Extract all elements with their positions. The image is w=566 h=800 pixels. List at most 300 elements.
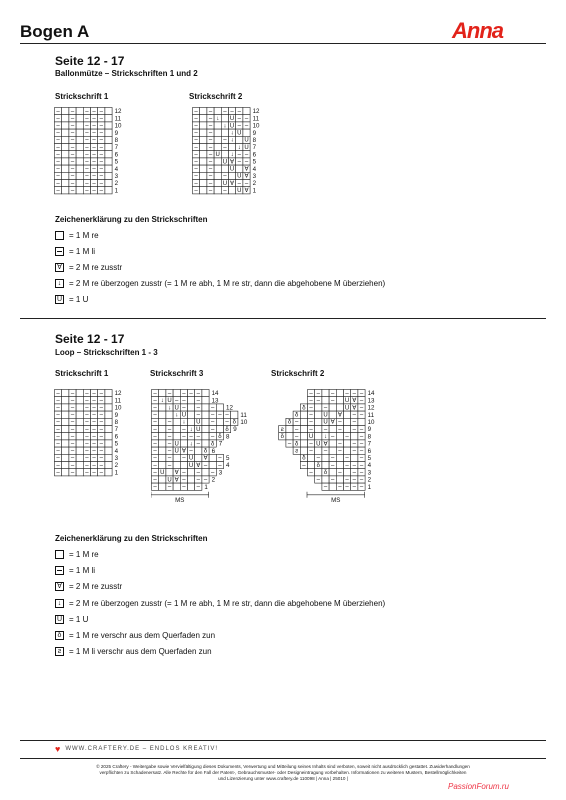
section1-legend-title: Zeichenerklärung zu den Strickschriften [55,215,208,224]
m1-symbol-icon: δ [55,631,64,640]
chart-cell [159,462,166,469]
chart-stitch-symbol: – [338,419,342,426]
chart-cell [202,418,209,425]
chart-stitch-symbol: – [92,441,96,448]
chart-stitch-symbol: δ [316,462,320,469]
chart-stitch-symbol: – [99,123,103,130]
chart-cell [105,144,112,151]
chart-stitch-symbol: – [70,470,75,477]
chart-row-number: 2 [114,180,119,188]
chart-row-number: 12 [114,108,122,116]
chart-stitch-symbol: U [167,398,172,405]
chart-stitch-symbol: – [92,462,96,469]
chart-stitch-symbol: U [188,462,194,469]
chart-cell [159,426,166,433]
chart-stitch-symbol: U [344,405,350,412]
section2-legend-title: Zeichenerklärung zu den Strickschriften [55,534,208,543]
chart-cell [315,469,322,476]
chart-cell [336,404,343,411]
chart-stitch-symbol: – [208,166,213,173]
chart-stitch-symbol: – [85,108,89,115]
chart-stitch-symbol: – [85,448,89,455]
chart-row-number: 2 [211,476,216,484]
chart-stitch-symbol: – [323,448,328,455]
chart-cell [308,462,315,469]
chart-cell [200,165,207,172]
chart-cell [202,469,209,476]
chart-cell [236,165,243,172]
chart-row-number: 10 [367,419,375,426]
chart-stitch-symbol: – [208,152,213,159]
chart-stitch-symbol: ↓ [189,441,193,448]
chart-stitch-symbol: – [338,441,342,448]
chart-row-number: 3 [114,455,119,462]
chart-stitch-symbol: – [345,462,349,469]
chart-cell [62,418,69,425]
chart-row-number: 6 [252,151,257,159]
chart-stitch-symbol: – [194,116,198,123]
chart-row-number: 11 [114,115,122,123]
chart-cell [105,462,112,469]
chart-stitch-symbol: ∀ [230,159,235,166]
chart-stitch-symbol: – [194,188,198,195]
chart-stitch-symbol: – [244,159,249,166]
chart-stitch-symbol: – [208,123,213,130]
chart-stitch-symbol: – [182,426,186,433]
chart-stitch-symbol: ƨ [280,426,284,433]
chart-cell [188,469,195,476]
chart-stitch-symbol: – [85,412,89,419]
chart-stitch-symbol: U [229,116,235,123]
chart-stitch-symbol: – [211,470,215,477]
chart-cell [200,144,207,151]
chart-cell [159,404,166,411]
chart-stitch-symbol: – [194,144,198,151]
chart-stitch-symbol: – [85,159,89,166]
chart-stitch-symbol: U [222,159,228,166]
chart-stitch-symbol: – [182,470,186,477]
chart-stitch-symbol: U [167,477,172,484]
chart-stitch-symbol: U [237,173,242,180]
chart-cell [105,454,112,461]
chart-cell [329,411,336,418]
chart-stitch-symbol: – [196,390,200,397]
footer-rule-2 [20,758,546,759]
chart-stitch-symbol: ↓ [223,123,227,130]
chart-row-number: 8 [114,137,119,144]
chart-stitch-symbol: – [56,173,60,180]
chart-stitch-symbol: – [244,123,249,130]
chart-cell [180,462,187,469]
s1-chart1-title: Strickschrift 1 [55,92,109,101]
chart-stitch-symbol: – [153,470,157,477]
chart-cell [62,404,69,411]
chart-stitch-symbol: – [85,426,89,433]
section2-title: Seite 12 - 17 [55,332,125,346]
chart-stitch-symbol: – [56,405,60,412]
chart-stitch-symbol: – [223,188,227,195]
chart-stitch-symbol: – [352,441,356,448]
chart-cell [76,418,83,425]
chart-stitch-symbol: – [56,130,60,137]
chart-stitch-symbol: – [70,426,75,433]
chart-cell [76,172,83,179]
chart-stitch-symbol: – [99,441,103,448]
chart-row-number: 3 [252,173,257,180]
chart-row-number: 8 [252,137,257,144]
chart-stitch-symbol: – [194,108,198,115]
chart-stitch-symbol: – [352,448,356,455]
chart-stitch-symbol: – [56,470,60,477]
chart-row-number: 3 [218,469,223,477]
legend2-row-k2tog: ∀ = 2 M re zusstr [55,580,122,592]
chart-stitch-symbol: ∀ [174,477,179,484]
chart-stitch-symbol: – [92,123,96,130]
chart-stitch-symbol: ∀ [203,455,208,462]
chart-cell [188,476,195,483]
chart-stitch-symbol: – [211,412,215,419]
chart-stitch-symbol: – [92,405,96,412]
chart-stitch-symbol: – [99,455,103,462]
chart-stitch-symbol: U [229,166,235,173]
chart-stitch-symbol: U [215,152,220,159]
chart-stitch-symbol: – [182,484,186,491]
chart-row-number: 7 [252,144,257,152]
chart-cell [173,454,180,461]
watermark: PassionForum.ru [448,782,509,791]
chart-cell [336,476,343,483]
chart-cell [62,397,69,404]
chart-stitch-symbol: – [225,412,229,419]
chart-stitch-symbol: U [181,412,187,419]
chart-cell [62,144,69,151]
chart-stitch-symbol: ↓ [189,426,193,433]
chart-row-number: 1 [114,187,119,195]
chart-stitch-symbol: – [352,477,356,484]
chart-cell [62,136,69,143]
chart-stitch-symbol: – [189,448,193,455]
chart-cell [62,462,69,469]
chart-stitch-symbol: – [99,166,103,173]
chart-stitch-symbol: – [92,419,96,426]
chart-cell [344,469,351,476]
chart-cell [105,158,112,165]
chart-cell [195,447,202,454]
chart-cell [315,404,322,411]
chart-cell [214,129,221,136]
chart-stitch-symbol: – [99,412,103,419]
chart-stitch-symbol: – [345,390,349,397]
chart-cell [300,426,307,433]
chart-stitch-symbol: – [309,426,313,433]
chart-cell [214,165,221,172]
chart-cell [221,151,228,158]
chart-cell [62,158,69,165]
chart-stitch-symbol: – [70,419,75,426]
chart-stitch-symbol: – [194,137,198,144]
chart-stitch-symbol: – [92,398,96,405]
chart-cell [159,483,166,490]
chart-cell [105,397,112,404]
chart-stitch-symbol: – [359,398,364,405]
chart-cell [76,454,83,461]
legend2-row-purl: = 1 M li [55,564,95,576]
chart-stitch-symbol: – [167,434,172,441]
chart-row-number: 5 [114,158,119,166]
chart-stitch-symbol: – [70,130,75,137]
chart-stitch-symbol: – [295,434,299,441]
chart-row-number: 13 [367,397,375,405]
chart-stitch-symbol: – [99,462,103,469]
chart-stitch-symbol: – [85,441,89,448]
chart-row-number: 10 [114,404,122,412]
chart-stitch-symbol: ∀ [244,173,249,180]
chart-cell [336,462,343,469]
chart-cell [336,397,343,404]
chart-cell [76,115,83,122]
chart-cell [105,418,112,425]
chart-cell [344,440,351,447]
m1p-symbol-icon: ƨ [55,647,64,656]
chart-cell [315,447,322,454]
chart-stitch-symbol: U [188,455,194,462]
chart-row-number: 2 [114,462,119,470]
chart-stitch-symbol: – [223,144,227,151]
chart-cell [300,433,307,440]
chart-row-number: 4 [114,165,119,173]
chart-stitch-symbol: – [70,123,75,130]
chart-stitch-symbol: – [316,477,320,484]
chart-stitch-symbol: – [85,166,89,173]
chart-cell [214,122,221,129]
chart-cell [231,411,238,418]
chart-cell [62,447,69,454]
chart-stitch-symbol: – [56,188,60,195]
s2-chart1-title: Strickschrift 1 [55,369,109,378]
chart-cell [105,129,112,136]
chart-repeat-label: MS [175,496,185,504]
chart-stitch-symbol: – [85,455,89,462]
chart-stitch-symbol: – [237,159,241,166]
chart-stitch-symbol: – [92,455,96,462]
chart-stitch-symbol: – [352,390,356,397]
chart-stitch-symbol: – [218,455,222,462]
chart-stitch-symbol: – [208,108,213,115]
chart-stitch-symbol: – [70,188,75,195]
chart-cell [229,172,236,179]
chart-cell [105,115,112,122]
chart-stitch-symbol: – [153,484,157,491]
chart-stitch-symbol: δ [211,441,215,448]
chart-stitch-symbol: δ [287,419,292,426]
chart-stitch-symbol: – [92,188,96,195]
chart-stitch-symbol: – [211,426,215,433]
chart-cell [62,151,69,158]
chart-stitch-symbol: – [316,390,320,397]
chart-stitch-symbol: – [70,462,75,469]
chart-stitch-symbol: U [323,412,328,419]
chart-stitch-symbol: – [323,405,328,412]
chart-cell [351,433,358,440]
chart-cell [315,426,322,433]
chart-stitch-symbol: ↓ [230,137,234,144]
chart-cell [344,418,351,425]
chart-stitch-symbol: – [352,484,356,491]
chart-stitch-symbol: δ [302,455,306,462]
chart-stitch-symbol: – [99,470,103,477]
chart-stitch-symbol: – [323,426,328,433]
chart-stitch-symbol: – [244,116,249,123]
chart-stitch-symbol: – [85,398,89,405]
chart-stitch-symbol: – [56,108,60,115]
chart-stitch-symbol: ↓ [216,116,220,123]
chart-stitch-symbol: – [359,426,364,433]
chart-cell [200,115,207,122]
chart-cell [166,469,173,476]
chart-stitch-symbol: δ [225,426,229,433]
chart-stitch-symbol: – [99,426,103,433]
chart-cell [214,108,221,115]
chart-cell [159,390,166,397]
chart-stitch-symbol: – [153,426,157,433]
chart-cell [315,411,322,418]
chart-cell [76,144,83,151]
chart-stitch-symbol: – [56,462,60,469]
chart-cell [76,404,83,411]
chart-stitch-symbol: – [56,137,60,144]
ssk-symbol-icon: ↓ [55,279,64,288]
chart-row-number: 13 [211,397,219,405]
chart-stitch-symbol: – [85,462,89,469]
chart-cell [105,433,112,440]
chart-row-number: 10 [114,122,122,130]
chart-stitch-symbol: – [70,144,75,151]
chart-cell [76,390,83,397]
chart-stitch-symbol: U [237,188,242,195]
chart-cell [105,122,112,129]
chart-stitch-symbol: – [223,108,227,115]
section1-title: Seite 12 - 17 [55,54,125,68]
k2tog-symbol-icon: ∀ [55,263,64,272]
chart-row-number: 6 [114,151,119,159]
chart-row-number: 4 [114,447,119,455]
chart-stitch-symbol: U [174,405,179,412]
chart-cell [76,180,83,187]
chart-cell [329,447,336,454]
chart-stitch-symbol: – [70,405,75,412]
chart-stitch-symbol: – [85,188,89,195]
chart-cell [173,418,180,425]
chart-row-number: 3 [114,173,119,180]
chart-stitch-symbol: – [56,116,60,123]
chart-stitch-symbol: – [331,462,335,469]
chart-cell [62,426,69,433]
chart-stitch-symbol: – [70,455,75,462]
chart-stitch-symbol: – [182,477,186,484]
chart-cell [202,440,209,447]
chart-stitch-symbol: – [244,180,249,187]
chart-stitch-symbol: – [203,462,208,469]
chart-stitch-symbol: – [153,398,157,405]
chart-row-number: 7 [114,144,119,152]
chart-stitch-symbol: δ [323,470,328,477]
chart-stitch-symbol: – [196,398,200,405]
chart-stitch-symbol: ∀ [352,398,357,405]
section1-subtitle: Ballonmütze – Strickschriften 1 und 2 [55,69,198,78]
chart-row-number: 6 [114,433,119,441]
chart-stitch-symbol: – [167,484,172,491]
chart-row-number: 5 [252,158,257,166]
chart-cell [322,462,329,469]
chart-stitch-symbol: ∀ [196,462,201,469]
chart-cell [62,411,69,418]
chart-cell [105,187,112,194]
chart-cell [329,426,336,433]
chart-stitch-symbol: – [56,441,60,448]
chart-stitch-symbol: – [92,390,96,397]
chart-cell [62,180,69,187]
chart-cell [329,469,336,476]
chart-cell [322,454,329,461]
chart-cell [329,404,336,411]
chart-cell [216,426,223,433]
chart-stitch-symbol: – [153,419,157,426]
s2-chart2-title: Strickschrift 2 [271,369,325,378]
chart-stitch-symbol: – [92,426,96,433]
chart-stitch-symbol: – [70,166,75,173]
ssk-symbol-icon: ↓ [55,599,64,608]
chart-row-number: 8 [367,433,372,441]
yarn-over-symbol-icon: U [56,615,63,623]
chart-stitch-symbol: ↓ [230,130,234,137]
chart-stitch-symbol: – [196,470,200,477]
chart-stitch-symbol: – [208,116,213,123]
chart-cell [202,390,209,397]
chart-stitch-symbol: – [208,159,213,166]
chart-cell [173,390,180,397]
chart-stitch-symbol: – [223,173,227,180]
chart-cell [336,433,343,440]
chart-stitch-symbol: – [56,455,60,462]
chart-stitch-symbol: – [167,441,172,448]
chart-cell [188,418,195,425]
chart-stitch-symbol: – [189,390,193,397]
chart-stitch-symbol: ↓ [175,412,179,419]
s1-chart2-grid [192,107,272,207]
chart-stitch-symbol: – [331,477,335,484]
chart-cell [200,122,207,129]
chart-cell [200,151,207,158]
chart-cell [286,426,293,433]
chart-stitch-symbol: U [244,144,249,151]
chart-stitch-symbol: – [99,180,103,187]
chart-stitch-symbol: δ [280,434,284,441]
chart-stitch-symbol: ∀ [174,470,179,477]
chart-stitch-symbol: – [70,434,75,441]
chart-stitch-symbol: ↓ [168,405,171,412]
chart-row-number: 10 [252,122,260,130]
chart-stitch-symbol: – [309,405,313,412]
chart-cell [105,404,112,411]
chart-stitch-symbol: – [92,180,96,187]
chart-repeat-label: MS [331,496,341,504]
chart-stitch-symbol: – [244,152,249,159]
chart-stitch-symbol: – [359,448,364,455]
chart-cell [214,136,221,143]
chart-stitch-symbol: ↓ [182,419,186,426]
chart-cell [336,454,343,461]
chart-stitch-symbol: – [85,434,89,441]
